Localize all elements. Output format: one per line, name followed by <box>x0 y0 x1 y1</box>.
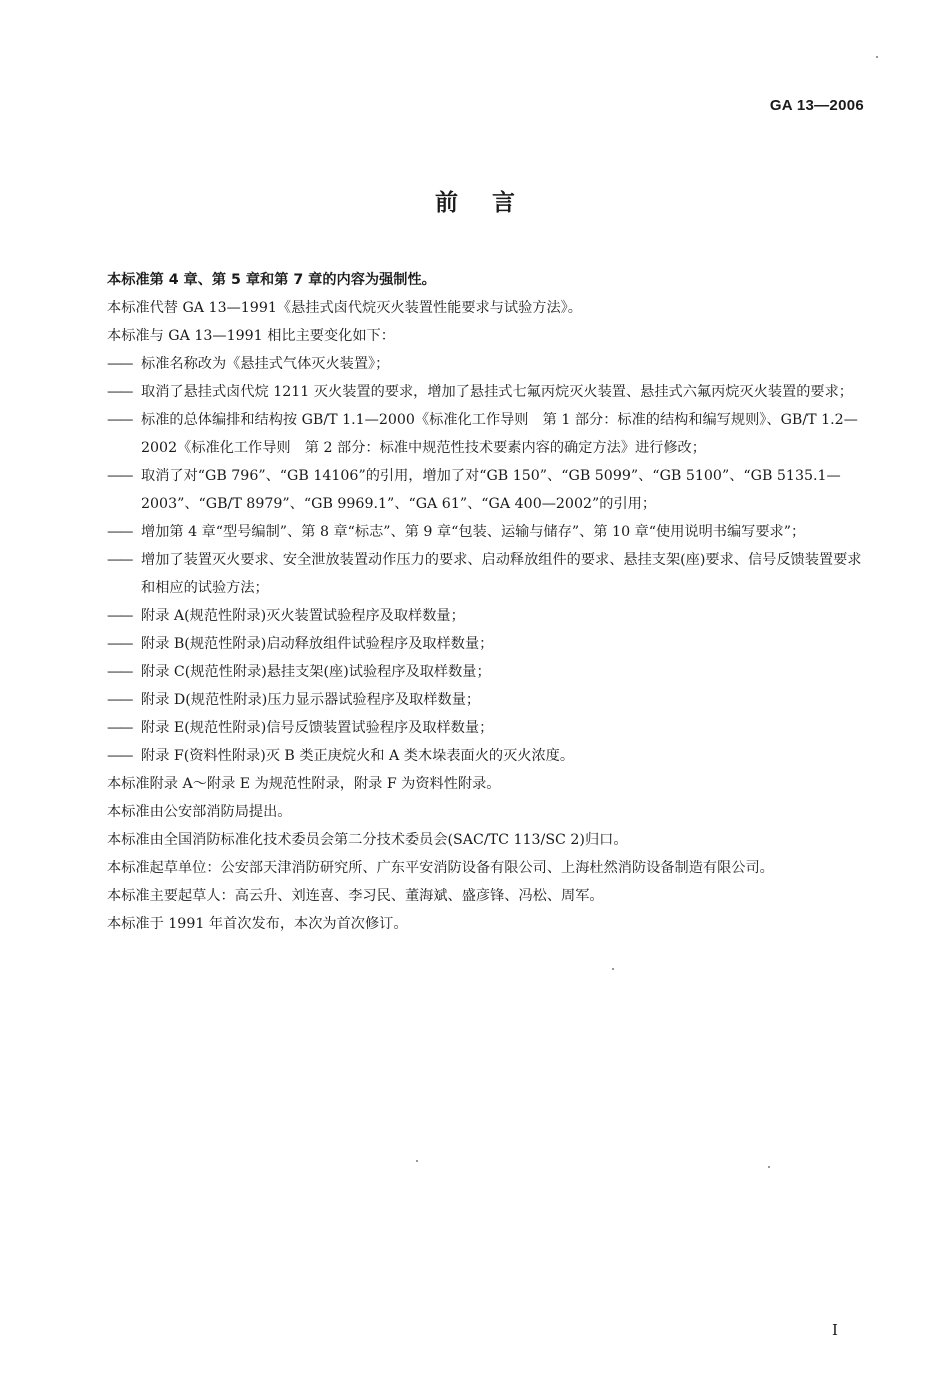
dash-mark: —— <box>107 384 132 400</box>
list-item: —— 标准名称改为《悬挂式气体灭火装置》； <box>107 350 867 378</box>
dash-mark: —— <box>107 356 132 372</box>
paragraph-mandatory: 本标准第 4 章、第 5 章和第 7 章的内容为强制性。 <box>107 272 436 288</box>
page-title: 前言 <box>435 190 549 216</box>
list-item: —— 增加了装置灭火要求、安全泄放装置动作压力的要求、启动释放组件的要求、悬挂支架(座)要求、信号反馈装置要求和相应的试验方法； <box>107 546 867 602</box>
dash-mark: —— <box>107 412 132 428</box>
changes-list <box>107 350 867 770</box>
list-item: —— 附录 A(规范性附录)灭火装置试验程序及取样数量； <box>107 602 867 630</box>
paragraph-proposed-by: 本标准由公安部消防局提出。 <box>107 804 292 820</box>
list-item: —— 附录 D(规范性附录)压力显示器试验程序及取样数量； <box>107 686 867 714</box>
dash-mark: —— <box>107 748 132 764</box>
list-item: —— 取消了悬挂式卤代烷 1211 灭火装置的要求，增加了悬挂式七氟丙烷灭火装置、悬挂式六氟丙烷灭火装置的要求； <box>107 378 867 406</box>
scan-speck <box>768 1166 770 1168</box>
dash-mark: —— <box>107 468 132 484</box>
dash-mark: —— <box>107 720 132 736</box>
dash-mark: —— <box>107 636 132 652</box>
list-item: —— 增加第 4 章“型号编制”、第 8 章“标志”、第 9 章“包装、运输与储存”、第 10 章“使用说明书编写要求”； <box>107 518 867 546</box>
paragraph-drafting-units: 本标准起草单位：公安部天津消防研究所、广东平安消防设备有限公司、上海杜然消防设备制造有限公司。 <box>107 860 774 876</box>
paragraph-publication-history: 本标准于 1991 年首次发布，本次为首次修订。 <box>107 916 408 932</box>
dash-mark: —— <box>107 608 132 624</box>
document-code: GA 13—2006 <box>769 97 864 114</box>
paragraph-replaces: 本标准代替 GA 13—1991《悬挂式卤代烷灭火装置性能要求与试验方法》。 <box>107 300 582 316</box>
paragraph-annex-types: 本标准附录 A～附录 E 为规范性附录，附录 F 为资料性附录。 <box>107 776 501 792</box>
list-item: —— 附录 E(规范性附录)信号反馈装置试验程序及取样数量； <box>107 714 867 742</box>
dash-mark: —— <box>107 524 132 540</box>
page-number: I <box>832 1321 838 1339</box>
list-item: —— 标准的总体编排和结构按 GB/T 1.1—2000《标准化工作导则 第 1 部分：标准的结构和编写规则》、GB/T 1.2—2002《标准化工作导则 第 2 部分：标准中规范性技术要素内容的确定方法》进行修改； <box>107 406 867 462</box>
scan-speck <box>876 56 878 58</box>
paragraph-centralized-by: 本标准由全国消防标准化技术委员会第二分技术委员会(SAC/TC 113/SC 2)归口。 <box>107 832 628 848</box>
paragraph-drafters: 本标准主要起草人：高云升、刘连喜、李习民、董海斌、盛彦锋、冯松、周军。 <box>107 888 604 904</box>
list-item: —— 附录 F(资料性附录)灭 B 类正庚烷火和 A 类木垛表面火的灭火浓度。 <box>107 742 867 770</box>
list-item: —— 附录 B(规范性附录)启动释放组件试验程序及取样数量； <box>107 630 867 658</box>
dash-mark: —— <box>107 664 132 680</box>
paragraph-changes-intro: 本标准与 GA 13—1991 相比主要变化如下： <box>107 328 395 344</box>
scan-speck <box>416 1160 418 1162</box>
scan-speck <box>612 968 614 970</box>
foreword-body <box>107 266 867 938</box>
dash-mark: —— <box>107 552 132 568</box>
dash-mark: —— <box>107 692 132 708</box>
list-item: —— 取消了对“GB 796”、“GB 14106”的引用，增加了对“GB 150”、“GB 5099”、“GB 5100”、“GB 5135.1—2003”、“GB/T 8979”、“GB 9969.1”、“GA 61”、“GA 400—2002”的引用； <box>107 462 867 518</box>
list-item: —— 附录 C(规范性附录)悬挂支架(座)试验程序及取样数量； <box>107 658 867 686</box>
